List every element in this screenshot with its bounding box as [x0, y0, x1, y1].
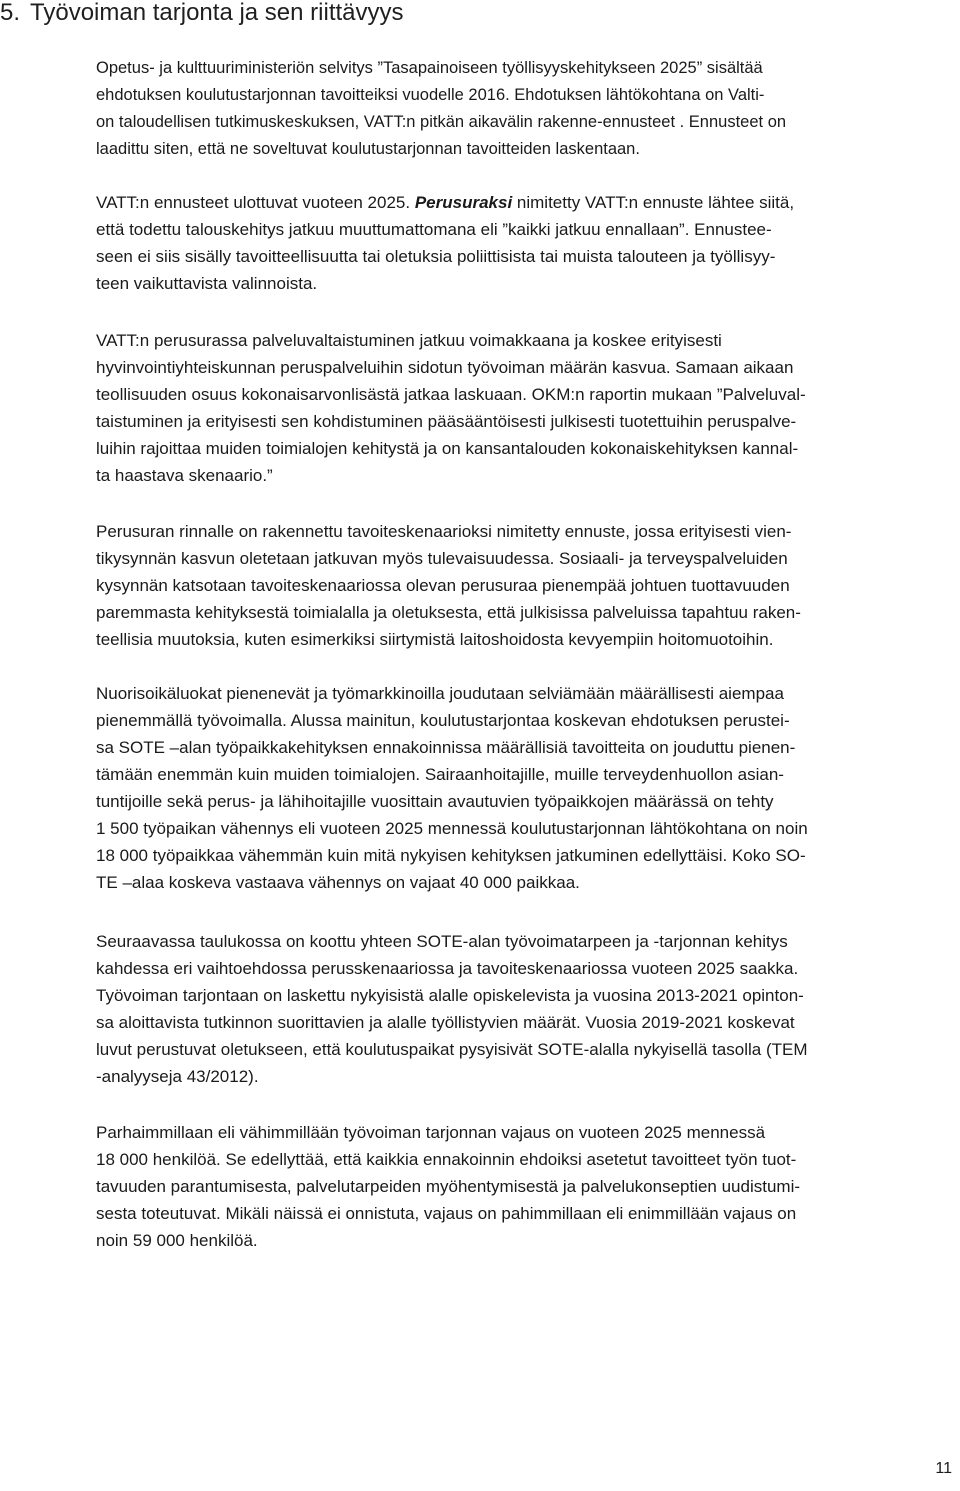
section-number: 5.: [0, 0, 21, 26]
text-line: taistuminen ja erityisesti sen kohdistuminen pääsääntöisesti julkisesti tuotettuihin peruspalve-: [96, 412, 797, 431]
text-line: tikysynnän kasvun oletetaan jatkuvan myös tulevaisuudessa. Sosiaali- ja terveyspalveluiden: [96, 549, 788, 568]
text-line: että todettu talouskehitys jatkuu muuttumattomana eli ”kaikki jatkuu ennallaan”. Ennustee-: [96, 220, 772, 239]
text-line: on taloudellisen tutkimuskeskuksen, VATT:n pitkän aikavälin rakenne-ennusteet . Ennusteet on: [96, 113, 787, 131]
text-line: luihin rajoittaa muiden toimialojen kehitystä ja on kansantalouden kokonaiskehityksen kannal-: [96, 439, 799, 458]
paragraph-vatt-forecasts: [96, 189, 960, 297]
text-line: luvut perustuvat oletukseen, että koulutuspaikat pysyisivät SOTE-alalla nykyisellä tasolla (TEM: [96, 1040, 808, 1059]
text-line: sa aloittavista tutkinnon suorittavien ja alalle työllistyvien määrät. Vuosia 2019-2021 koskevat: [96, 1013, 795, 1032]
paragraph-target-scenario: [96, 518, 960, 653]
text-segment: nimitetty VATT:n ennuste lähtee siitä,: [516, 193, 795, 212]
text-line: teollisuuden osuus kokonaisarvonlisästä jatkaa laskuaan. OKM:n raportin mukaan ”Palveluval-: [96, 385, 806, 404]
text-line: pienemmällä työvoimalla. Alussa mainitun, koulutustarjontaa koskevan ehdotuksen perustei-: [96, 711, 790, 730]
paragraph-labour-shortage: [96, 1119, 960, 1254]
text-line: sa SOTE –alan työpaikkakehityksen ennakoinnissa määrällisiä tavoitteita on jouduttu pienen-: [96, 738, 796, 757]
text-line: Työvoiman tarjontaan on laskettu nykyisistä alalle opiskelevista ja vuosina 2013-2021 opinton-: [96, 986, 804, 1005]
text-segment: VATT:n ennusteet ulottuvat vuoteen 2025.: [96, 193, 411, 212]
section-title: Työvoiman tarjonta ja sen riittävyys: [30, 0, 404, 26]
text-line: teellisia muutoksia, kuten esimerkiksi siirtymistä laitoshoidosta kevyempiin hoitomuotoihin.: [96, 630, 774, 649]
text-line: noin 59 000 henkilöä.: [96, 1231, 258, 1250]
text-line: tuntijoille sekä perus- ja lähihoitajille vuosittain avautuvien työpaikkojen määrässä on tehty: [96, 792, 774, 811]
text-line: sesta toteutuvat. Mikäli näissä ei onnistuta, vajaus on pahimmillaan eli enimmillään vajaus on: [96, 1204, 797, 1223]
paragraph-youth-cohorts: [96, 680, 960, 896]
text-line: tämään enemmän kuin muiden toimialojen. Sairaanhoitajille, muille terveydenhuollon asian-: [96, 765, 784, 784]
section-heading: [0, 0, 404, 26]
text-line: seen ei siis sisälly tavoitteellisuutta tai oletuksia poliittisista tai muista talouteen ja työllisyy-: [96, 247, 776, 266]
text-line: -analyyseja 43/2012).: [96, 1067, 259, 1086]
text-line: 18 000 henkilöä. Se edellyttää, että kaikkia ennakoinnin ehdoiksi asetetut tavoitteet työn tuot-: [96, 1150, 797, 1169]
text-line: Opetus- ja kulttuuriministeriön selvitys ”Tasapainoiseen työllisyyskehitykseen 2025” sisältää: [96, 59, 763, 77]
paragraph-okm-report: [96, 55, 960, 163]
text-line: ehdotuksen koulutustarjonnan tavoitteiksi vuodelle 2016. Ehdotuksen lähtökohtana on Valti-: [96, 86, 765, 104]
text-line: VATT:n perusurassa palveluvaltaistuminen jatkuu voimakkaana ja koskee erityisesti: [96, 331, 722, 350]
paragraph-table-intro: [96, 928, 960, 1090]
text-line: kysynnän katsotaan tavoiteskenaariossa olevan perusuraa pienempää johtuen tuottavuuden: [96, 576, 790, 595]
text-line: kahdessa eri vaihtoehdossa perusskenaariossa ja tavoiteskenaariossa vuoteen 2025 saakka.: [96, 959, 799, 978]
text-line: Perusuran rinnalle on rakennettu tavoiteskenaarioksi nimitetty ennuste, jossa erityisesti vien-: [96, 522, 792, 541]
text-line: laadittu siten, että ne soveltuvat koulutustarjonnan tavoitteiden laskentaan.: [96, 140, 640, 158]
page-number: 11: [935, 1460, 952, 1477]
text-line: [96, 189, 960, 216]
text-line: ta haastava skenaario.”: [96, 466, 273, 485]
text-line: 18 000 työpaikkaa vähemmän kuin mitä nykyisen kehityksen jatkuminen edellyttäisi. Koko SO-: [96, 846, 806, 865]
text-line: teen vaikuttavista valinnoista.: [96, 274, 318, 293]
text-line: hyvinvointiyhteiskunnan peruspalveluihin sidotun työvoiman määrän kasvua. Samaan aikaan: [96, 358, 794, 377]
text-line: 1 500 työpaikan vähennys eli vuoteen 2025 mennessä koulutustarjonnan lähtökohtana on noin: [96, 819, 808, 838]
text-line: tavuuden parantumisesta, palvelutarpeiden myöhentymisestä ja palvelukonseptien uudistumi-: [96, 1177, 801, 1196]
text-line: paremmasta kehityksestä toimialalla ja oletuksesta, että julkisissa palveluissa tapahtuu raken-: [96, 603, 801, 622]
text-line: Seuraavassa taulukossa on koottu yhteen SOTE-alan työvoimatarpeen ja -tarjonnan kehitys: [96, 932, 788, 951]
text-line: TE –alaa koskeva vastaava vähennys on vajaat 40 000 paikkaa.: [96, 873, 580, 892]
text-line: Nuorisoikäluokat pienenevät ja työmarkkinoilla joudutaan selviämään määrällisesti aiempaa: [96, 684, 784, 703]
text-line: Parhaimmillaan eli vähimmillään työvoiman tarjonnan vajaus on vuoteen 2025 mennessä: [96, 1123, 766, 1142]
emphasized-term: Perusuraksi: [414, 193, 513, 212]
paragraph-baseline-scenario: [96, 327, 960, 489]
